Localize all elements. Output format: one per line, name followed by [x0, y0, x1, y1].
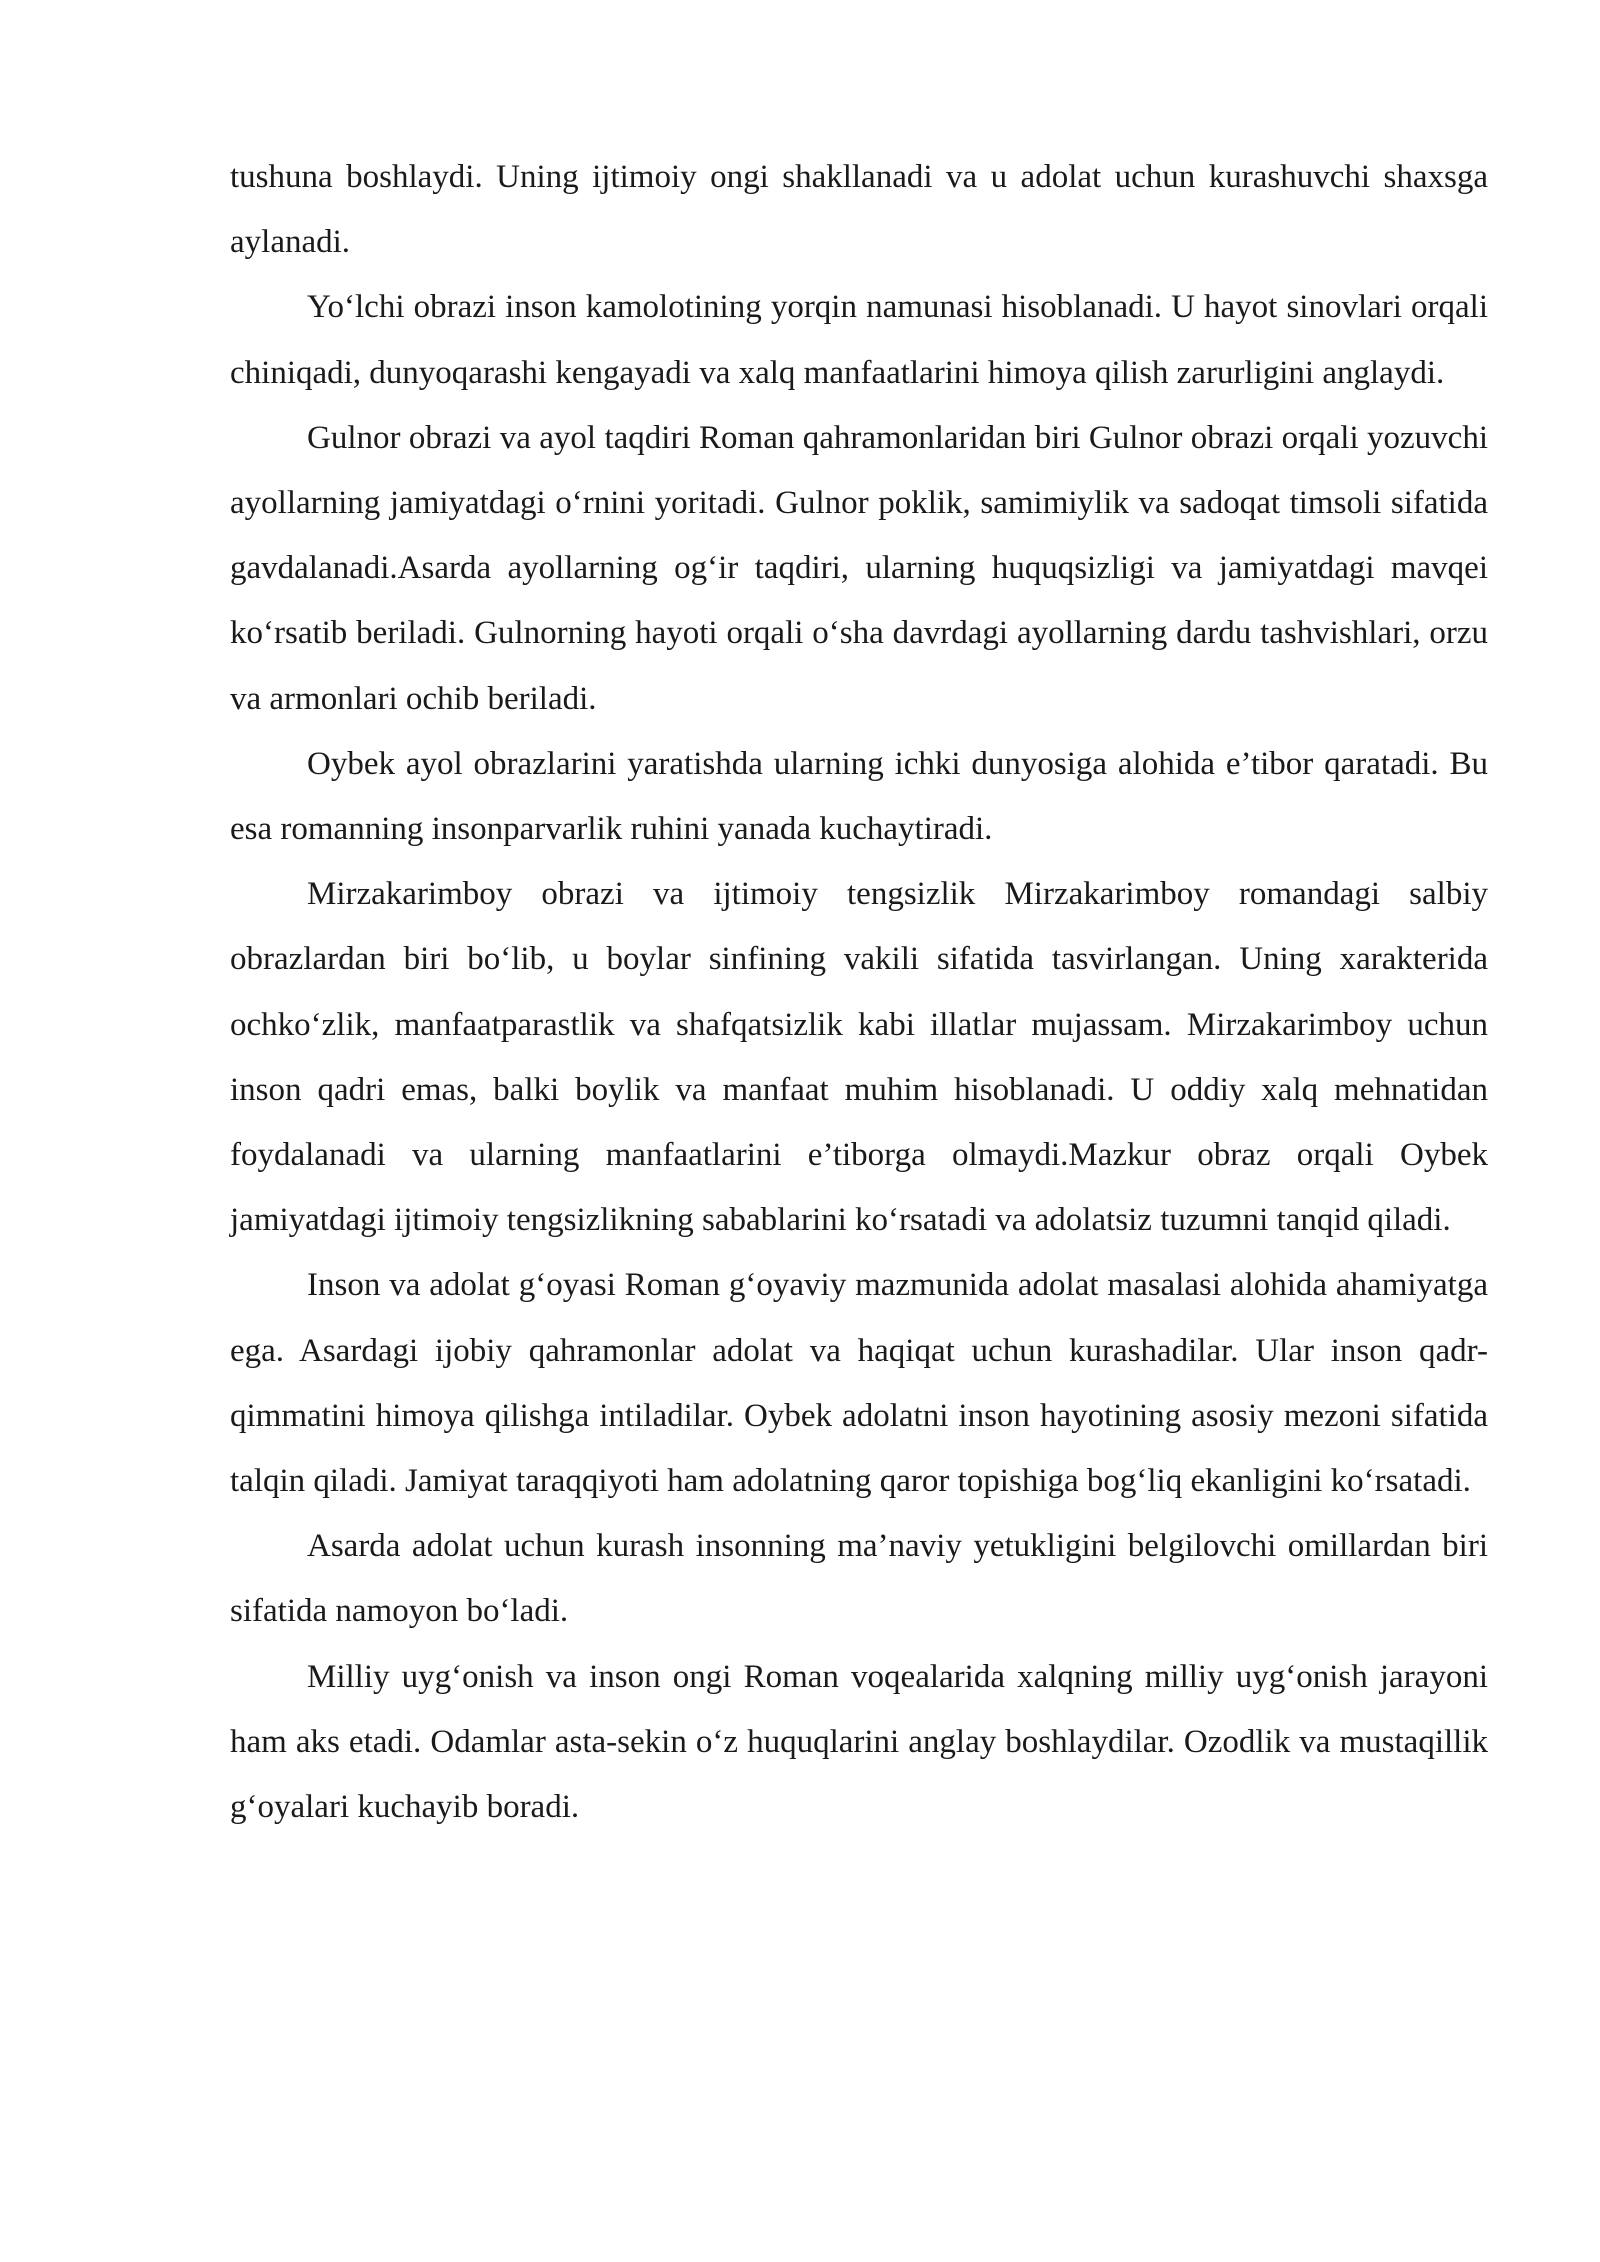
document-body — [230, 145, 1488, 1840]
paragraph: Inson va adolat gʻoyasi Roman gʻoyaviy mazmunida adolat masalasi alohida ahamiyatga ega. Asardagi ijobiy qahramonlar adolat va haqiqat uchun kurashadilar. Ular inson qadr-qimmatini himoya qilishga intiladilar. Oybek adolatni inson hayotining asosiy mezoni sifatida talqin qiladi. Jamiyat taraqqiyoti ham adolatning qaror topishiga bogʻliq ekanligini koʻrsatadi. — [230, 1267, 1488, 1500]
paragraph: Yoʻlchi obrazi inson kamolotining yorqin namunasi hisoblanadi. U hayot sinovlari orqali chiniqadi, dunyoqarashi kengayadi va xalq manfaatlarini himoya qilish zarurligini anglaydi. — [230, 289, 1488, 391]
paragraph: Mirzakarimboy obrazi va ijtimoiy tengsizlik Mirzakarimboy romandagi salbiy obrazlardan biri boʻlib, u boylar sinfining vakili sifatida tasvirlangan. Uning xarakterida ochkoʻzlik, manfaatparastlik va shafqatsizlik kabi illatlar mujassam. Mirzakarimboy uchun inson qadri emas, balki boylik va manfaat muhim hisoblanadi. U oddiy xalq mehnatidan foydalanadi va ularning manfaatlarini e’tiborga olmaydi.Mazkur obraz orqali Oybek jamiyatdagi ijtimoiy tengsizlikning sabablarini koʻrsatadi va adolatsiz tuzumni tanqid qiladi. — [230, 876, 1488, 1239]
paragraph: Gulnor obrazi va ayol taqdiri Roman qahramonlaridan biri Gulnor obrazi orqali yozuvchi ayollarning jamiyatdagi oʻrnini yoritadi. Gulnor poklik, samimiylik va sadoqat timsoli sifatida gavdalanadi.Asarda ayollarning ogʻir taqdiri, ularning huquqsizligi va jamiyatdagi mavqei koʻrsatib beriladi. Gulnorning hayoti orqali oʻsha davrdagi ayollarning dardu tashvishlari, orzu va armonlari ochib beriladi. — [230, 419, 1488, 717]
paragraph: Asarda adolat uchun kurash insonning ma’naviy yetukligini belgilovchi omillardan biri sifatida namoyon boʻladi. — [230, 1528, 1488, 1630]
paragraph: Oybek ayol obrazlarini yaratishda ularning ichki dunyosiga alohida e’tibor qaratadi. Bu esa romanning insonparvarlik ruhini yanada kuchaytiradi. — [230, 745, 1488, 848]
paragraph: tushuna boshlaydi. Uning ijtimoiy ongi shakllanadi va u adolat uchun kurashuvchi shaxsga aylanadi. — [230, 159, 1488, 261]
paragraph: Milliy uygʻonish va inson ongi Roman voqealarida xalqning milliy uygʻonish jarayoni ham aks etadi. Odamlar asta-sekin oʻz huquqlarini anglay boshlaydilar. Ozodlik va mustaqillik gʻoyalari kuchayib boradi. — [230, 1658, 1488, 1826]
